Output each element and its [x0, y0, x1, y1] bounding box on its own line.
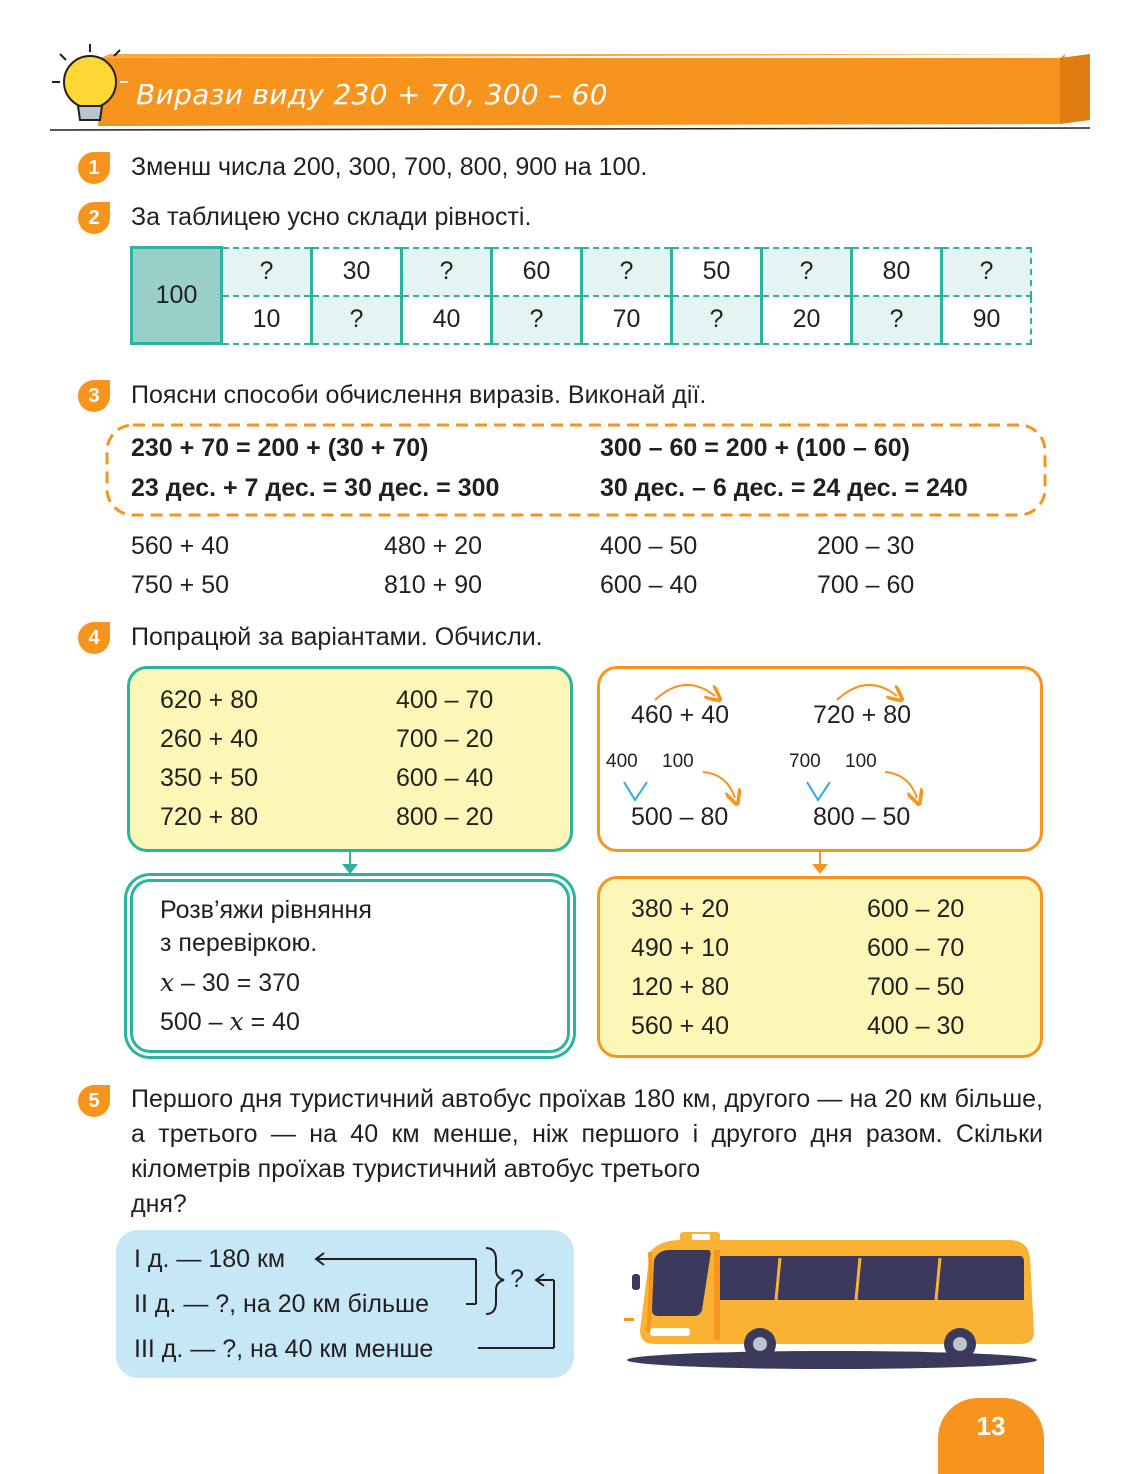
- expression: 810 + 90: [384, 571, 483, 599]
- task-1-text: Зменш числа 200, 300, 700, 800, 900 на 100.: [131, 153, 648, 181]
- expression: 490 + 10: [631, 934, 730, 962]
- split-number: 100: [845, 751, 877, 772]
- table-cell: ?: [852, 296, 942, 344]
- expression: 480 + 20: [384, 532, 483, 560]
- scheme-day-3: ІІІ д. — ?, на 40 км менше: [134, 1335, 434, 1363]
- example-right-1: 300 – 60 = 200 + (100 – 60): [600, 434, 910, 462]
- split-number: 100: [662, 751, 694, 772]
- example-left-1: 230 + 70 = 200 + (30 + 70): [131, 434, 429, 462]
- table-cell: 50: [672, 248, 762, 296]
- page-number: 13: [938, 1398, 1044, 1474]
- expression: 600 – 40: [600, 571, 698, 599]
- table-cell: 80: [852, 248, 942, 296]
- expression: 800 – 50: [813, 803, 911, 831]
- task-number: 3: [78, 380, 110, 412]
- expression: 200 – 30: [817, 532, 915, 560]
- table-cell: 30: [312, 248, 402, 296]
- expression: 560 + 40: [131, 532, 230, 560]
- scheme-day-1: І д. — 180 км: [134, 1245, 286, 1273]
- expression: 500 – 80: [631, 803, 729, 831]
- expression: 400 – 50: [600, 532, 698, 560]
- example-right-2: 30 дес. – 6 дес. = 24 дес. = 240: [600, 474, 968, 502]
- table-cell: ?: [672, 296, 762, 344]
- bus-illustration: [610, 1232, 1040, 1372]
- expression: 460 + 40: [631, 701, 730, 729]
- table-cell: ?: [312, 296, 402, 344]
- expression: 750 + 50: [131, 571, 230, 599]
- expression: 600 – 70: [867, 934, 965, 962]
- task-5-text: Першого дня туристичний автобус проїхав 180 км, другого — на 20 км більше, а третього — на 40 км менше, ніж першого і другого дня разом. Скільки кілометрів проїхав туристичний автобус третього дня?: [131, 1085, 1043, 1218]
- down-arrow-icon: [330, 852, 370, 876]
- equation-2: 500 – x = 40: [160, 1007, 300, 1036]
- table-cell: 10: [222, 296, 312, 344]
- split-number: 400: [606, 751, 638, 772]
- expression: 600 – 40: [396, 764, 494, 792]
- task-number: 2: [78, 202, 110, 234]
- expression: 350 + 50: [160, 764, 259, 792]
- expression: 260 + 40: [160, 725, 259, 753]
- table-cell: ?: [492, 296, 582, 344]
- expression: 560 + 40: [631, 1012, 730, 1040]
- table-cell: 20: [762, 296, 852, 344]
- down-arrow-icon: [800, 852, 840, 876]
- expression: 620 + 80: [160, 686, 259, 714]
- table-cell: 60: [492, 248, 582, 296]
- equation-1: x – 30 = 370: [160, 968, 300, 997]
- expression: 700 – 20: [396, 725, 494, 753]
- expression: 400 – 30: [867, 1012, 965, 1040]
- expression: 700 – 60: [817, 571, 915, 599]
- split-number: 700: [789, 751, 821, 772]
- task-number: 4: [78, 622, 110, 654]
- task-number: 1: [78, 152, 110, 184]
- scheme-day-2: ІІ д. — ?, на 20 км більше: [134, 1290, 429, 1318]
- scheme-question: ?: [510, 1265, 524, 1293]
- expression: 800 – 20: [396, 803, 494, 831]
- example-left-2: 23 дес. + 7 дес. = 30 дес. = 300: [131, 474, 500, 502]
- expression: 720 + 80: [813, 701, 912, 729]
- page-title: Вирази виду 230 + 70, 300 – 60: [136, 78, 608, 111]
- equation-instruction: Розв’яжи рівняння: [160, 896, 372, 924]
- task-2-text: За таблицею усно склади рівності.: [131, 203, 532, 231]
- expression: 600 – 20: [867, 895, 965, 923]
- expression: 400 – 70: [396, 686, 494, 714]
- expression: 380 + 20: [631, 895, 730, 923]
- expression: 120 + 80: [631, 973, 730, 1001]
- table-cell: ?: [942, 248, 1032, 296]
- expression: 720 + 80: [160, 803, 259, 831]
- equation-instruction: з перевіркою.: [160, 929, 318, 957]
- task-4-text: Попрацюй за варіантами. Обчисли.: [131, 623, 543, 651]
- table-cell: ?: [402, 248, 492, 296]
- table-cell: 40: [402, 296, 492, 344]
- scheme-lines: [116, 1230, 574, 1378]
- number-table: [130, 246, 1032, 345]
- table-cell: ?: [222, 248, 312, 296]
- expression: 700 – 50: [867, 973, 965, 1001]
- table-head-cell: 100: [132, 248, 222, 344]
- task-number: 5: [78, 1085, 110, 1117]
- table-cell: 90: [942, 296, 1032, 344]
- table-cell: 70: [582, 296, 672, 344]
- task-3-text: Поясни способи обчислення виразів. Виконай дії.: [131, 381, 707, 409]
- table-cell: ?: [762, 248, 852, 296]
- table-cell: ?: [582, 248, 672, 296]
